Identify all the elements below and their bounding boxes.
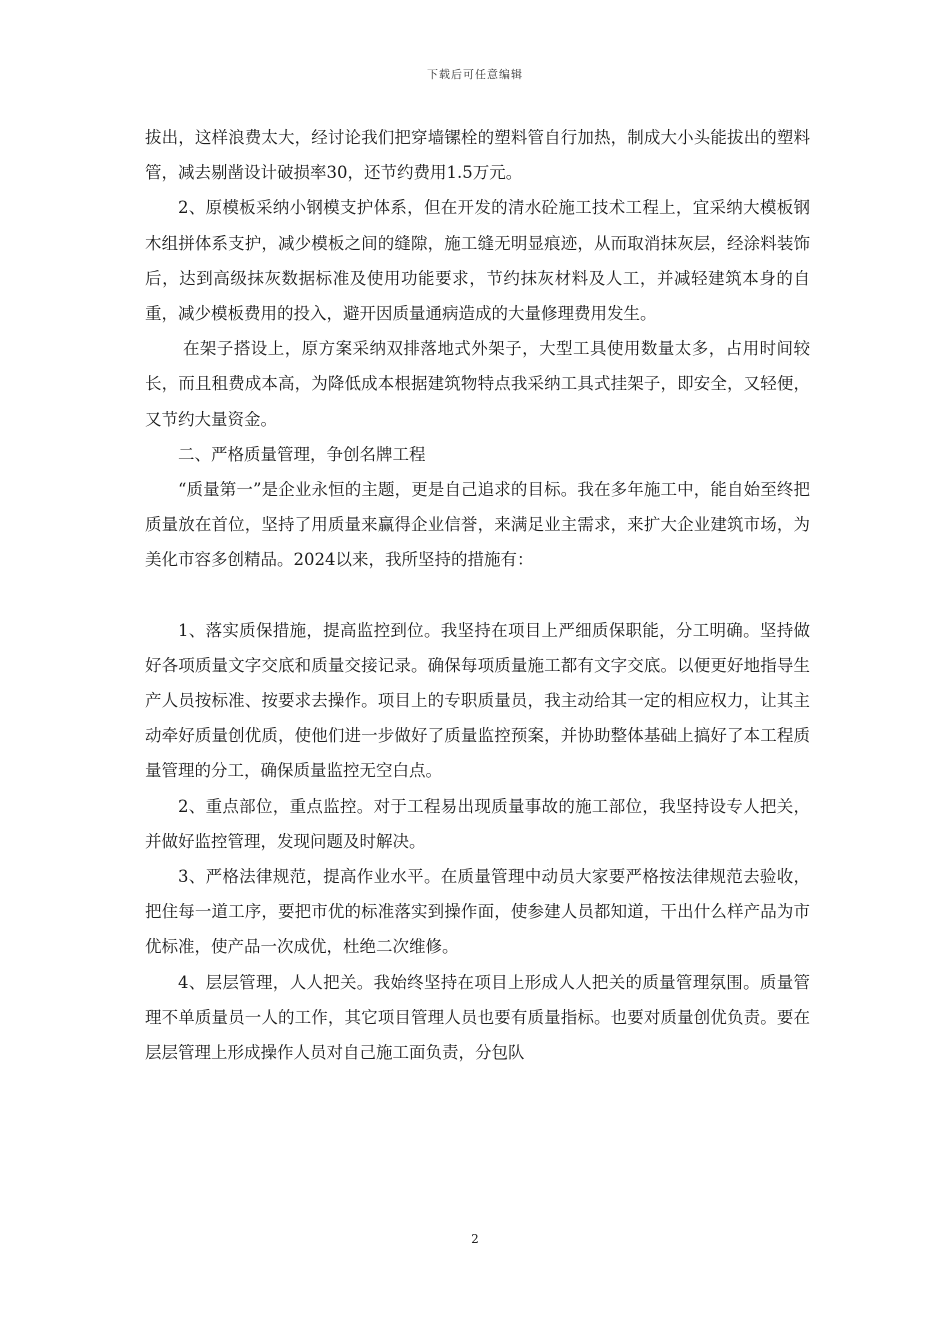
paragraph-item-1-measures: 1、落实质保措施，提高监控到位。我坚持在项目上严细质保职能，分工明确。坚持做好各项质量文字交底和质量交接记录。确保每项质量施工都有文字交底。以便更好地指导生产人员按标准、按要求去操作。项目上的专职质量员，我主动给其一定的相应权力，让其主动牵好质量创优质，使他们进一步做好了质量监控预案，并协助整体基础上搞好了本工程质量管理的分工，确保质量监控无空白点。 [145, 620, 810, 781]
paragraph-continuation: 拔出，这样浪费太大，经讨论我们把穿墙镙栓的塑料管自行加热，制成大小头能拔出的塑料管，减去剔凿设计破损率30，还节约费用1.5万元。 [145, 128, 810, 183]
paragraph-item-4-layered-management: 4、层层管理，人人把关。我始终坚持在项目上形成人人把关的质量管理氛围。质量管理不单质量员一人的工作，其它项目管理人员也要有质量指标。也要对质量创优负责。要在层层管理上形成操作人员对自己施工面负责，分包队 [145, 972, 810, 1063]
paragraph-scaffolding: 在架子搭设上，原方案采纳双排落地式外架子，大型工具使用数量太多，占用时间较长，而且租费成本高，为降低成本根据建筑物特点我采纳工具式挂架子，即安全，又轻便，又节约大量资金。 [145, 339, 810, 429]
paragraph-item-3-regulations: 3、严格法律规范，提高作业水平。在质量管理中动员大家要严格按法律规范去验收，把住每一道工序，要把市优的标准落实到操作面，使参建人员都知道，干出什么样产品为市优标准，使产品一次成优，杜绝二次维修。 [145, 867, 810, 957]
page-number: 2 [471, 1232, 479, 1246]
paragraph-item-2-key-parts: 2、重点部位，重点监控。对于工程易出现质量事故的施工部位，我坚持设专人把关，并做好监控管理，发现问题及时解决。 [145, 796, 810, 851]
document-body [145, 120, 810, 1070]
section-heading-quality: 二、严格质量管理，争创名牌工程 [178, 444, 426, 464]
page-header: 下载后可任意编辑 [427, 68, 523, 81]
paragraph-item-2-formwork: 2、原模板采纳小钢模支护体系，但在开发的清水砼施工技术工程上，宜采纳大模板钢木组拼体系支护，减少模板之间的缝隙，施工缝无明显痕迹，从而取消抹灰层，经涂料装饰后，达到高级抹灰数据标准及使用功能要求，节约抹灰材料及人工，并减轻建筑本身的自重，减少模板费用的投入，避开因质量通病造成的大量修理费用发生。 [145, 198, 810, 324]
paragraph-quality-first: “质量第一”是企业永恒的主题，更是自己追求的目标。我在多年施工中，能自始至终把质量放在首位，坚持了用质量来赢得企业信誉，来满足业主需求，来扩大企业建筑市场，为美化市容多创精品。2024以来，我所坚持的措施有： [145, 480, 810, 570]
